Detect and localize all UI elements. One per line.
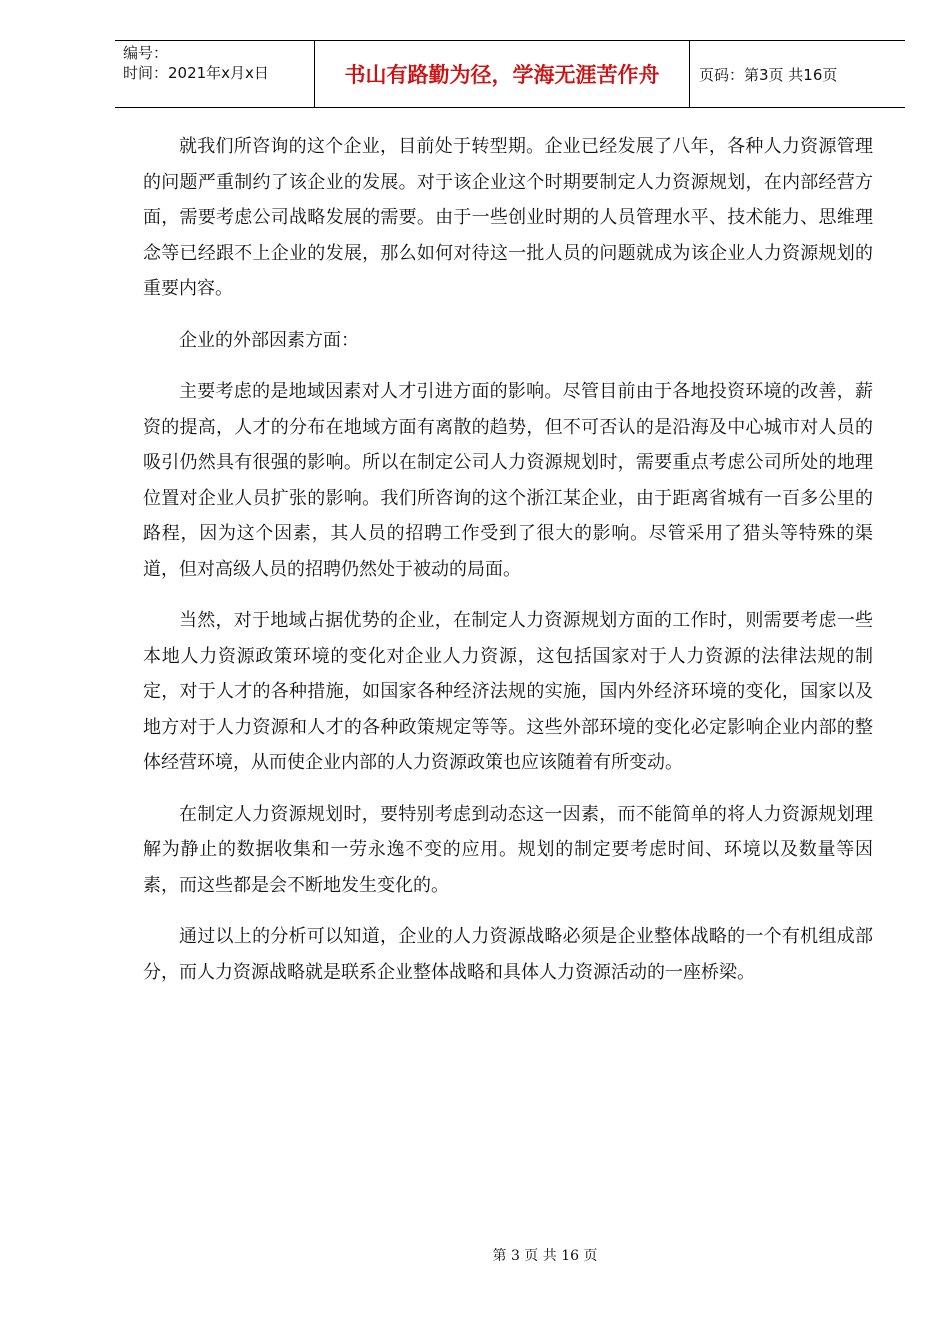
paragraph-2: 企业的外部因素方面： [179, 329, 359, 351]
page-footer: 第 3 页 共 16 页 [492, 1248, 598, 1264]
paragraph-4: 当然，对于地域占据优势的企业，在制定人力资源规划方面的工作时，则需要考虑一些本地人力资源政策环境的变化对企业人力资源，这包括国家对于人力资源的法律法规的制定，对于人才的各种措施，如国家各种经济法规的实施，国内外经济环境的变化，国家以及地方对于人力资源和人才的各种政策规定等等。这些外部环境的变化必定影响企业内部的整体经营环境，从而使企业内部的人力资源政策也应该随着有所变动。 [143, 610, 873, 773]
document-number-label: 编号： [123, 44, 169, 62]
paragraph-5: 在制定人力资源规划时，要特别考虑到动态这一因素，而不能简单的将人力资源规划理解为静止的数据收集和一劳永逸不变的应用。规划的制定要考虑时间、环境以及数量等因素，而这些都是会不断地发生变化的。 [143, 803, 873, 896]
paragraph-6: 通过以上的分析可以知道，企业的人力资源战略必须是企业整体战略的一个有机组成部分，而人力资源战略就是联系企业整体战略和具体人力资源活动的一座桥梁。 [143, 926, 873, 983]
header-motto: 书山有路勤为径，学海无涯苦作舟 [315, 41, 690, 107]
document-body [143, 129, 873, 1006]
header-meta [115, 41, 315, 107]
document-time-label: 时间：2021年x月x日 [123, 64, 269, 82]
paragraph-3: 主要考虑的是地域因素对人才引进方面的影响。尽管目前由于各地投资环境的改善，薪资的提高，人才的分布在地域方面有离散的趋势，但不可否认的是沿海及中心城市对人员的吸引仍然具有很强的影响。所以在制定公司人力资源规划时，需要重点考虑公司所处的地理位置对企业人员扩张的影响。我们所咨询的这个浙江某企业，由于距离省城有一百多公里的路程，因为这个因素，其人员的招聘工作受到了很大的影响。尽管采用了猎头等特殊的渠道，但对高级人员的招聘仍然处于被动的局面。 [143, 381, 873, 580]
paragraph-1: 就我们所咨询的这个企业，目前处于转型期。企业已经发展了八年，各种人力资源管理的问题严重制约了该企业的发展。对于该企业这个时期要制定人力资源规划，在内部经营方面，需要考虑公司战略发展的需要。由于一些创业时期的人员管理水平、技术能力、思维理念等已经跟不上企业的发展，那么如何对待这一批人员的问题就成为该企业人力资源规划的重要内容。 [143, 136, 873, 299]
page-header [115, 40, 905, 108]
header-page-info: 页码：第3页 共16页 [699, 65, 838, 84]
